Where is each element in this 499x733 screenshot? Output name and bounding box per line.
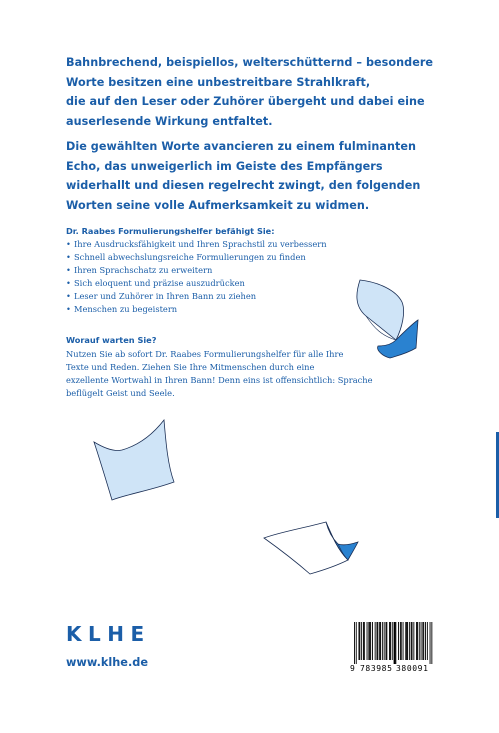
barcode-bar (367, 622, 368, 660)
cta-line: Texte und Reden. Ziehen Sie Ihre Mitmenschen durch eine (66, 362, 315, 372)
barcode-icon (350, 620, 435, 664)
barcode-bar (407, 622, 408, 660)
barcode-bar (386, 622, 387, 660)
barcode-bar (422, 622, 423, 660)
barcode-bar (359, 622, 360, 660)
features-list (66, 238, 327, 316)
cta-paragraph (66, 348, 373, 400)
list-item-text: Ihren Sprachschatz zu erweitern (74, 265, 213, 275)
barcode-bar (379, 622, 380, 660)
echo-line: Worten seine volle Aufmerksamkeit zu widmen. (66, 198, 370, 212)
list-item-text: Schnell abwechslungsreiche Formulierungen zu finden (74, 252, 306, 262)
isbn-barcode (350, 620, 435, 680)
list-item (66, 264, 327, 277)
barcode-bar (409, 622, 410, 660)
barcode-bar (354, 622, 355, 664)
barcode-bar (369, 622, 370, 660)
barcode-bar (411, 622, 412, 660)
barcode-bar (406, 622, 407, 660)
barcode-bar (401, 622, 402, 660)
echo-paragraph (66, 137, 466, 215)
barcode-bar (392, 622, 393, 660)
cta-line: Nutzen Sie ab sofort Dr. Raabes Formulierungshelfer für alle Ihre (66, 349, 344, 359)
barcode-bar (413, 622, 414, 660)
barcode-bar (423, 622, 424, 660)
barcode-bar (386, 622, 387, 660)
list-item (66, 277, 327, 290)
intro-line: Worte besitzen eine unbestreitbare Strahlkraft, (66, 75, 371, 89)
barcode-bar (395, 622, 396, 664)
barcode-bar (425, 622, 426, 660)
barcode-bar (363, 622, 364, 660)
barcode-bar (419, 622, 420, 660)
barcode-bar (394, 622, 395, 664)
barcode-left-group: 783985 (360, 664, 393, 673)
barcode-bar (361, 622, 362, 660)
barcode-bar (368, 622, 369, 660)
bullet-icon: • (66, 291, 71, 301)
barcode-first-digit: 9 (350, 664, 355, 673)
list-item (66, 251, 327, 264)
bullet-icon: • (66, 265, 71, 275)
echo-line: Die gewählten Worte avancieren zu einem fulminanten (66, 140, 417, 153)
folded-paper-icon (258, 520, 360, 576)
publisher-logo: KLHE (66, 622, 151, 646)
barcode-right-group: 380091 (396, 664, 429, 673)
barcode-bar (380, 622, 381, 660)
list-item (66, 303, 327, 316)
cta-line: exzellente Wortwahl in Ihren Bann! Denn eins ist offensichtlich: Sprache (66, 375, 373, 385)
barcode-bar (412, 622, 413, 660)
cta-line: beflügelt Geist und Seele. (66, 388, 175, 398)
intro-paragraph (66, 53, 466, 131)
barcode-bar (364, 622, 365, 660)
barcode-bar (400, 622, 401, 660)
barcode-bar (430, 622, 431, 664)
barcode-bar (421, 622, 422, 660)
barcode-bar (398, 622, 399, 660)
flying-paper-icon (88, 418, 178, 502)
intro-line: auserlesende Wirkung entfaltet. (66, 114, 273, 128)
bullet-icon: • (66, 278, 71, 288)
bullet-icon: • (66, 304, 71, 314)
publisher-website-link[interactable]: www.klhe.de (66, 656, 149, 669)
cta-heading: Worauf warten Sie? (66, 335, 157, 345)
barcode-bar (417, 622, 418, 660)
barcode-bar (384, 622, 385, 660)
bullet-icon: • (66, 252, 71, 262)
list-item-text: Ihre Ausdrucksfähigkeit und Ihren Sprachstil zu verbessern (74, 239, 327, 249)
barcode-bar (431, 622, 432, 664)
echo-line: Echo, das unweigerlich im Geiste des Empfängers (66, 159, 383, 173)
barcode-bar (389, 622, 390, 660)
list-item-text: Sich eloquent und präzise auszudrücken (74, 278, 245, 288)
curled-paper-icon (352, 272, 422, 360)
features-heading: Dr. Raabes Formulierungshelfer befähigt Sie: (66, 226, 275, 236)
list-item (66, 290, 327, 303)
barcode-digits (350, 664, 435, 676)
list-item (66, 238, 327, 251)
echo-line: widerhallt und diesen regelrecht zwingt, den folgenden (66, 179, 421, 193)
intro-line: Bahnbrechend, beispiellos, welterschütternd – besondere (66, 56, 434, 69)
barcode-bar (370, 622, 371, 660)
barcode-bar (416, 622, 417, 660)
bullet-icon: • (66, 239, 71, 249)
barcode-bar (382, 622, 383, 660)
barcode-bar (356, 622, 357, 664)
barcode-bar (403, 622, 404, 660)
barcode-bar (359, 622, 360, 660)
barcode-bar (377, 622, 378, 660)
barcode-bar (427, 622, 428, 660)
barcode-bar (372, 622, 373, 660)
intro-line: die auf den Leser oder Zuhörer übergeht und dabei eine (66, 95, 425, 109)
list-item-text: Leser und Zuhörer in Ihren Bann zu ziehen (74, 291, 257, 301)
barcode-bar (390, 622, 391, 660)
barcode-bar (405, 622, 406, 660)
barcode-bar (395, 622, 396, 664)
barcode-bar (377, 622, 378, 660)
list-item-text: Menschen zu begeistern (74, 304, 178, 314)
barcode-bar (375, 622, 376, 660)
